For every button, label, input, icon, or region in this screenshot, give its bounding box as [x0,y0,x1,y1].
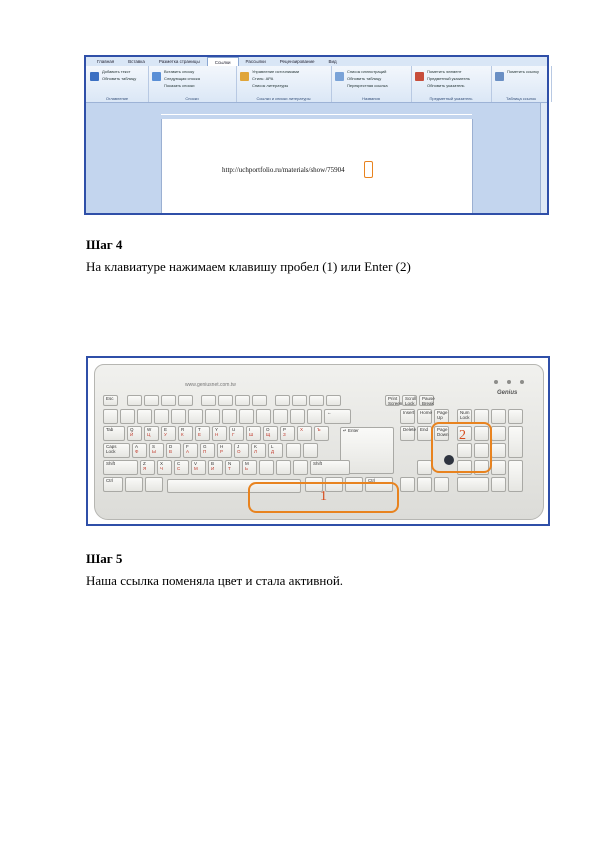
number-key[interactable] [256,409,271,424]
function-key[interactable] [178,395,193,406]
key-label-ru: Д [271,448,275,454]
step5-title: Шаг 5 [86,551,123,566]
letter-key[interactable] [140,460,155,475]
letter-key[interactable] [314,426,329,441]
letter-key[interactable] [293,460,308,475]
ribbon-group-label: Таблица ссылок [505,96,537,101]
ribbon-command[interactable]: Показать сноски [164,83,195,88]
ribbon-command[interactable]: Пометить ссылку [507,69,540,74]
ribbon-command[interactable]: Добавить текст [102,69,131,74]
key-label-ru: Я [143,465,147,471]
key-label: Esc [106,396,114,401]
key-label-ru: Л [254,448,257,454]
number-key[interactable] [205,409,220,424]
ribbon-command[interactable]: Вставить сноску [164,69,195,74]
key-label: I [249,427,251,432]
end-key[interactable] [417,426,432,441]
key-label: Caps Lock [106,444,117,454]
letter-key[interactable] [276,460,291,475]
letter-key[interactable] [242,460,257,475]
space-label: 1 [320,489,327,504]
key-label-ru: Г [232,431,235,437]
numpad-plus-key[interactable] [508,426,523,458]
number-key[interactable] [154,409,169,424]
ribbon-command-icon[interactable] [90,72,99,81]
ribbon-command-icon[interactable] [495,72,504,81]
function-key[interactable] [275,395,290,406]
ribbon-tab[interactable]: Рецензирование [279,59,315,64]
ribbon-command[interactable]: Управление источниками [252,69,300,74]
ribbon-group-label: Названия [362,96,380,101]
word-screenshot [84,55,549,215]
letter-key[interactable] [208,460,223,475]
ribbon-group [236,66,332,102]
function-key[interactable] [218,395,233,406]
letter-key[interactable] [157,460,172,475]
insert-key[interactable] [400,409,415,424]
function-key[interactable] [127,395,142,406]
numpad-key[interactable] [491,477,506,492]
tab-key[interactable] [103,426,125,441]
number-key[interactable] [137,409,152,424]
left-alt-key[interactable] [145,477,163,492]
keyboard-photo [86,356,550,526]
arrow-left-key[interactable] [400,477,415,492]
letter-key[interactable] [251,443,266,458]
numpad-key[interactable] [491,426,506,441]
ribbon-tab[interactable]: Рассылки [245,59,266,64]
status-leds [494,380,524,384]
brand-url: www.geniusnet.com.tw [185,382,236,388]
backspace-key[interactable] [324,409,351,424]
function-key[interactable] [252,395,267,406]
key-label: Print Screen [388,396,403,406]
led [494,380,498,384]
key-label-ru: К [181,431,184,437]
delete-key[interactable] [400,426,415,441]
ribbon-command-icon[interactable] [335,72,344,81]
key-label: O [266,427,270,432]
ribbon-group [148,66,237,102]
function-key[interactable] [144,395,159,406]
key-label: V [194,461,198,466]
ribbon-command[interactable]: Перекрестная ссылка [347,83,388,88]
ribbon-command[interactable]: Список литературы [252,83,289,88]
arrow-up-key[interactable] [417,460,432,475]
document-url-text: http://uchportfolio.ru/materials/show/75904 [222,166,345,174]
brand-logo: Genius [497,390,518,396]
left-shift-key[interactable] [103,460,138,475]
key-label: K [254,444,258,449]
key-label: Y [215,427,219,432]
number-key[interactable] [171,409,186,424]
left-ctrl-key[interactable] [103,477,123,492]
ribbon [86,66,547,103]
numpad-enter-key[interactable] [508,460,523,492]
key-label: Insert [403,410,415,415]
pause-key[interactable] [419,395,434,406]
key-label-ru: Ц [147,431,151,437]
key-label: Q [130,427,134,432]
letter-key[interactable] [297,426,312,441]
key-label-ru: Р [220,448,224,454]
key-label-ru: П [203,448,207,454]
key-label-ru: Ъ [317,427,321,432]
letter-key[interactable] [263,426,278,441]
key-label: B [211,461,215,466]
function-key[interactable] [292,395,307,406]
key-label: Shift [106,461,116,466]
key-label-ru: В [169,448,173,454]
ruler [161,114,472,115]
ribbon-group [411,66,492,102]
number-key[interactable] [307,409,322,424]
scroll-lock-key[interactable] [402,395,417,406]
number-key[interactable] [239,409,254,424]
key-label: G [203,444,207,449]
key-label: Scroll Lock [405,396,417,406]
led [507,380,511,384]
number-key[interactable] [222,409,237,424]
ribbon-tab[interactable]: Разметка страницы [158,59,200,64]
cursor-highlight [364,161,373,178]
numpad-zero-key[interactable] [457,477,489,492]
step4-title: Шаг 4 [86,237,123,252]
key-label: F [186,444,189,449]
ribbon-command[interactable]: Стиль: APA [252,76,274,81]
key-label: End [420,427,429,432]
key-label: U [232,427,236,432]
letter-key[interactable] [280,426,295,441]
key-label: Num Lock [460,410,470,420]
key-label: N [228,461,232,466]
key-label-ru: Й [130,431,134,437]
ribbon-group-label: Предметный указатель [429,96,473,101]
key-label: P [283,427,287,432]
key-label-ru: Ч [160,465,163,471]
key-label-ru: Х [300,427,304,432]
key-label: E [164,427,168,432]
print-screen-key[interactable] [385,395,403,406]
key-label-ru: Ь [245,465,248,471]
letter-key[interactable] [166,443,181,458]
number-key[interactable] [103,409,118,424]
numpad-key[interactable] [508,409,523,424]
ribbon-tab[interactable]: Вид [328,59,337,64]
number-key[interactable] [290,409,305,424]
ribbon-group [491,66,552,102]
letter-key[interactable] [286,443,301,458]
key-label: Shift [313,461,323,466]
letter-key[interactable] [212,426,227,441]
key-label: Home [420,410,433,415]
key-label: A [135,444,139,449]
right-shift-key[interactable] [310,460,350,475]
key-label: X [160,461,164,466]
key-label-ru: А [186,448,190,454]
ribbon-command[interactable]: Пометить элемент [427,69,462,74]
key-label: S [152,444,156,449]
key-label: R [181,427,185,432]
ribbon-tabs [86,57,547,66]
letter-key[interactable] [268,443,283,458]
key-label-ru: Щ [266,431,271,437]
home-key[interactable] [417,409,432,424]
function-key[interactable] [309,395,324,406]
key-label: J [237,444,240,449]
numpad-key[interactable] [491,460,506,475]
key-label: Tab [106,427,114,432]
letter-key[interactable] [149,443,164,458]
ribbon-command[interactable]: Следующая сноска [164,76,200,81]
key-label: M [245,461,249,466]
ribbon-command[interactable]: Обновить указатель [427,83,465,88]
key-label-ru: Т [228,465,231,471]
ribbon-command[interactable]: Обновить таблицу [347,76,382,81]
letter-key[interactable] [246,426,261,441]
letter-key[interactable] [127,426,142,441]
arrow-right-key[interactable] [434,477,449,492]
ribbon-command[interactable]: Список иллюстраций [347,69,387,74]
enter-label: 2 [459,428,466,443]
ribbon-group [86,66,149,102]
letter-key[interactable] [144,426,159,441]
ribbon-group [331,66,412,102]
key-label: Ctrl [106,478,113,483]
letter-key[interactable] [229,426,244,441]
key-label: Ctrl [368,478,375,483]
letter-key[interactable] [225,460,240,475]
key-label: C [177,461,181,466]
step5-text: Наша ссылка поменяла цвет и стала активной. [86,573,344,588]
led [520,380,524,384]
letter-key[interactable] [200,443,215,458]
key-label-ru: З [283,431,286,437]
key-label: W [147,427,152,432]
number-key[interactable] [273,409,288,424]
function-key[interactable] [326,395,341,406]
key-label: T [198,427,201,432]
function-key[interactable] [235,395,250,406]
function-key[interactable] [201,395,216,406]
key-label-ru: О [237,448,241,454]
key-label: Delete [403,427,417,432]
key-label: H [220,444,224,449]
letter-key[interactable] [132,443,147,458]
ribbon-tab[interactable]: Вставка [128,59,145,64]
function-key[interactable] [161,395,176,406]
key-label: Pause Break [422,396,435,406]
letter-key[interactable] [161,426,176,441]
key-label-ru: И [211,465,215,471]
letter-key[interactable] [191,460,206,475]
key-label: Page Down [437,427,449,437]
letter-key[interactable] [178,426,193,441]
ribbon-command-icon[interactable] [152,72,161,81]
ribbon-group-label: Сноски [185,96,199,101]
ribbon-group-label: Ссылки и списки литературы [256,96,311,101]
letter-key[interactable] [174,460,189,475]
letter-key[interactable] [234,443,249,458]
esc-key[interactable] [103,395,118,406]
key-label: ↵ Enter [343,428,359,433]
letter-key[interactable] [303,443,318,458]
key-label-ru: С [177,465,181,471]
ribbon-group-label: Оглавление [105,96,129,101]
key-label: L [271,444,274,449]
key-label: Page Up [437,410,448,420]
letter-key[interactable] [259,460,274,475]
ribbon-command[interactable]: Предметный указатель [427,76,470,81]
key-label-ru: Н [215,431,219,437]
arrow-down-key[interactable] [417,477,432,492]
ribbon-command-icon[interactable] [240,72,249,81]
key-label-ru: Е [198,431,202,437]
key-label-ru: Ы [152,448,156,454]
key-label: ← [327,410,332,415]
numpad-key[interactable] [491,443,506,458]
letter-key[interactable] [183,443,198,458]
key-label-ru: У [164,431,167,437]
key-label: Z [143,461,146,466]
key-label: D [169,444,173,449]
caps-lock-key[interactable] [103,443,130,458]
letter-key[interactable] [195,426,210,441]
vertical-scrollbar [540,103,547,213]
ribbon-command[interactable]: Обновить таблицу [102,76,137,81]
letter-key[interactable] [217,443,232,458]
key-label-ru: Ш [249,431,254,437]
step4-text: На клавиатуре нажимаем клавишу пробел (1) или Enter (2) [86,259,411,274]
ribbon-command-icon[interactable] [415,72,424,81]
windows-key[interactable] [125,477,143,492]
numpad-key[interactable] [491,409,506,424]
key-label-ru: Ф [135,448,139,454]
ribbon-tab[interactable]: Ссылки [207,57,239,66]
number-key[interactable] [188,409,203,424]
number-key[interactable] [120,409,135,424]
ribbon-tab[interactable]: Главная [97,59,115,64]
key-label-ru: М [194,465,198,471]
